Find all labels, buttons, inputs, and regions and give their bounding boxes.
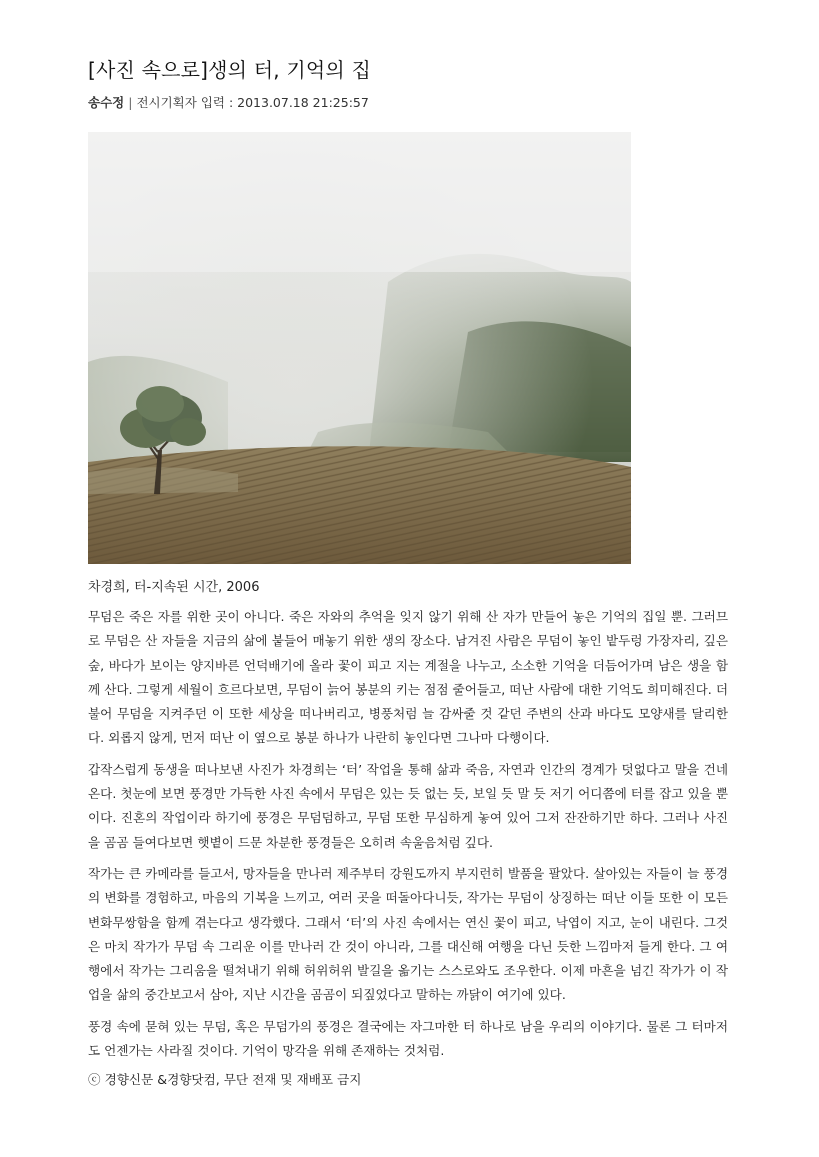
photo-caption: 차경희, 터-지속된 시간, 2006	[88, 580, 260, 595]
paragraph: 작가는 큰 카메라를 들고서, 망자들을 만나러 제주부터 강원도까지 부지런히 발품을 팔았다. 살아있는 자들이 늘 풍경의 변화를 경험하고, 마음의 기복을 느끼고, 여러 곳을 떠돌아다니듯, 작가는 무덤이 상징하는 떠난 이들 또한 이 모든 변화무쌍함을 함께 겪는다고 생각했다. 그래서 ‘터’의 사진 속에서는 연신 꽃이 피고, 낙엽이 지고, 눈이 내린다. 그것은 마치 작가가 무덤 속 그리운 이를 만나러 간 것이 아니라, 그를 대신해 여행을 다닌 듯한 느낌마저 들게 한다. 그 여행에서 작가는 그리움을 떨쳐내기 위해 허위허위 발길을 옮기는 스스로와도 조우한다. 이제 마흔을 넘긴 작가가 이 작업을 삶의 중간보고서 삼아, 지난 시간을 곰곰이 되짚었다고 말하는 까닭이 여기에 있다.	[88, 865, 728, 1003]
foggy-field-landscape-image	[88, 132, 631, 564]
article	[88, 56, 728, 1091]
byline	[88, 94, 728, 112]
publish-date: 입력 : 2013.07.18 21:25:57	[200, 95, 369, 110]
article-photo	[88, 132, 631, 564]
article-body	[88, 605, 728, 1063]
copyright-notice: ⓒ 경향신문 &경향닷컴, 무단 전재 및 재배포 금지	[88, 1072, 362, 1088]
paragraph: 무덤은 죽은 자를 위한 곳이 아니다. 죽은 자와의 추억을 잊지 않기 위해 산 자가 만들어 놓은 기억의 집일 뿐. 그러므로 무덤은 산 자들을 지금의 삶에 붙들어 매놓기 위한 생의 장소다. 남겨진 사람은 무덤이 놓인 밭두렁 가장자리, 깊은 숲, 바다가 보이는 양지바른 언덕배기에 올라 꽃이 피고 지는 계절을 나누고, 소소한 기억을 더듬어가며 남은 생을 함께 산다. 그렇게 세월이 흐르다보면, 무덤이 늙어 봉분의 키는 점점 줄어들고, 떠난 사람에 대한 기억도 희미해진다. 더불어 무덤을 지켜주던 이 또한 세상을 떠나버리고, 병풍처럼 늘 감싸줄 것 같던 주변의 산과 바다도 모양새를 달리한다. 외롭지 않게, 먼저 떠난 이 옆으로 봉분 하나가 나란히 놓인다면 그나마 다행이다.	[88, 609, 728, 746]
paragraph: 갑작스럽게 동생을 떠나보낸 사진가 차경희는 ‘터’ 작업을 통해 삶과 죽음, 자연과 인간의 경계가 덧없다고 말을 건네온다. 첫눈에 보면 풍경만 가득한 사진 속에서 무덤은 있는 듯 없는 듯, 보일 듯 말 듯 저기 어디쯤에 터를 잡고 있을 뿐이다. 진혼의 작업이라 하기에 풍경은 무덤덤하고, 무덤 또한 무심하게 놓여 있어 그저 잔잔하기만 하다. 그러나 사진을 곰곰 들여다보면 햇볕이 드문 차분한 풍경들은 오히려 속울음처럼 깊다.	[88, 761, 728, 850]
author-role: 전시기획자	[136, 95, 197, 110]
article-title: [사진 속으로]생의 터, 기억의 집	[88, 58, 372, 82]
author-name: 송수정	[88, 95, 125, 110]
paragraph: 풍경 속에 묻혀 있는 무덤, 혹은 무덤가의 풍경은 결국에는 자그마한 터 하나로 남을 우리의 이야기다. 물론 그 터마저도 언젠가는 사라질 것이다. 기억이 망각을 위해 존재하는 것처럼.	[88, 1018, 728, 1059]
byline-divider: |	[128, 95, 133, 110]
